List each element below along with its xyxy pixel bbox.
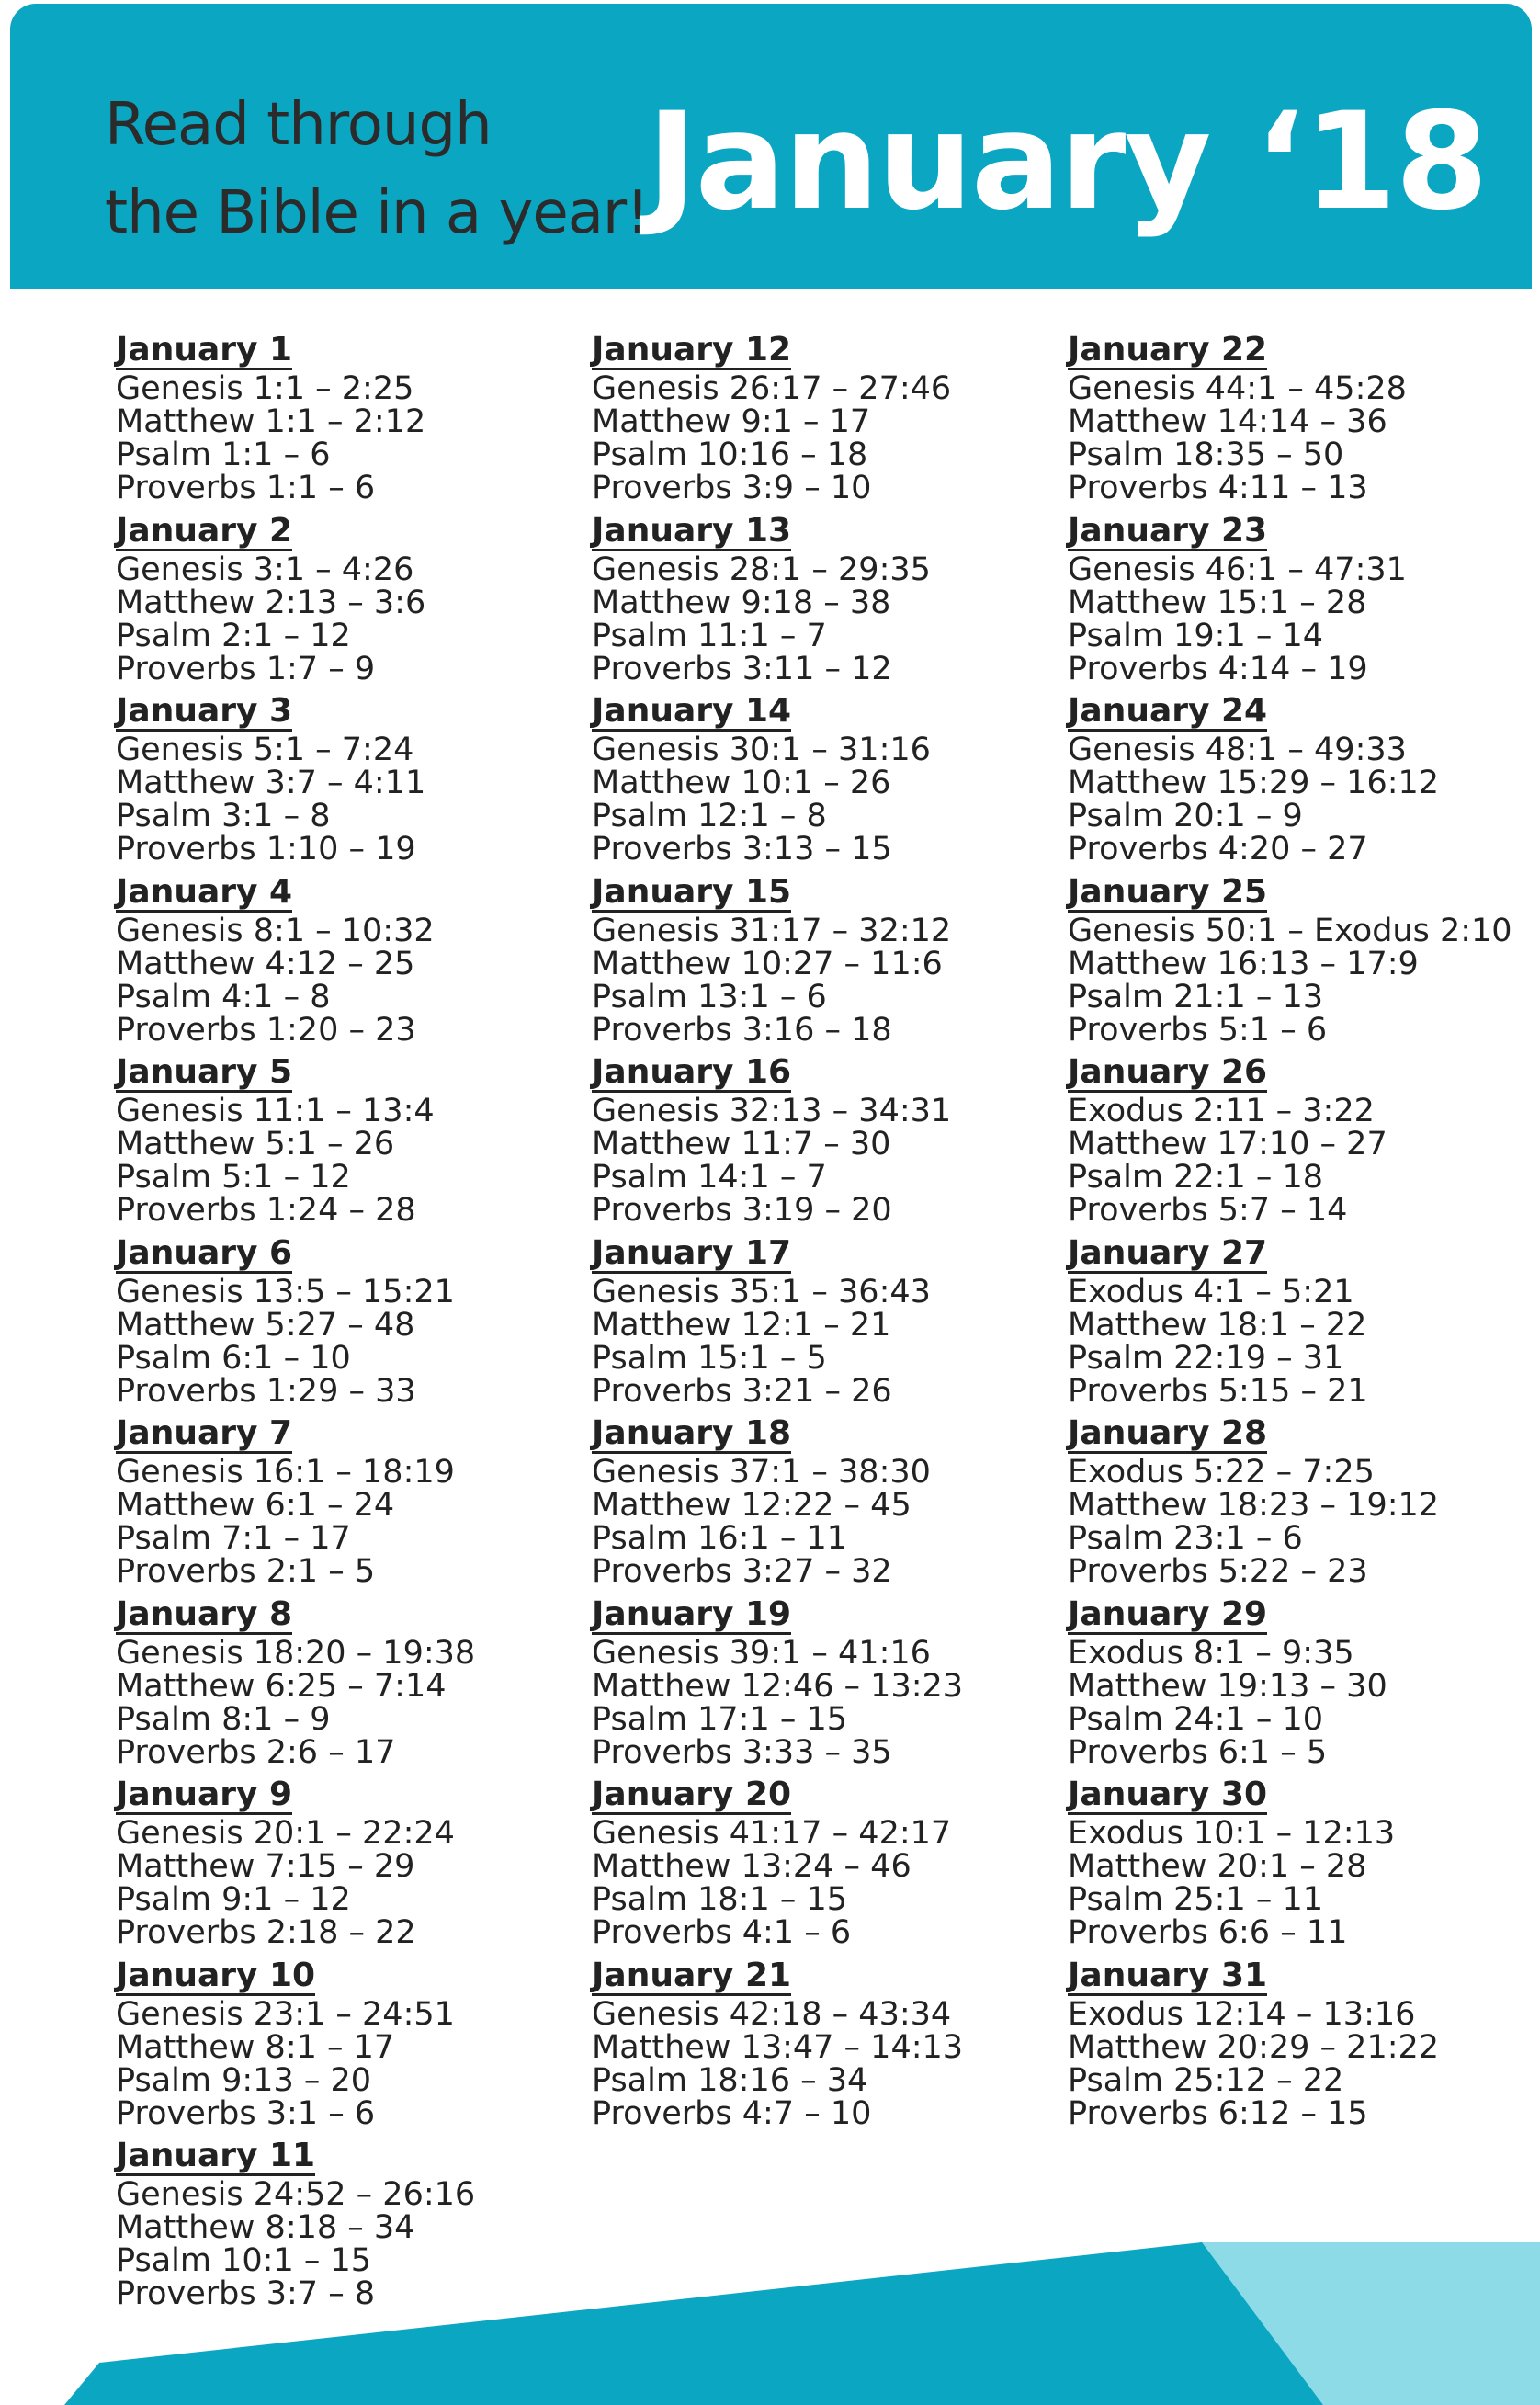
reading-psalm: Psalm 1:1 – 6 (116, 437, 331, 473)
day-title: January 27 (1068, 1233, 1268, 1272)
reading-psalm: Psalm 25:12 – 22 (1068, 2061, 1344, 2099)
footer-dark-band (64, 2242, 1323, 2405)
reading-matthew: Matthew 7:15 – 29 (116, 1848, 415, 1885)
reading-psalm: Psalm 23:1 – 6 (1068, 1520, 1303, 1557)
column-2 (592, 333, 1051, 2138)
reading-proverbs: Proverbs 6:1 – 5 (1068, 1733, 1328, 1771)
reading-matthew: Matthew 2:13 – 3:6 (116, 584, 426, 621)
day-entry (592, 1777, 1051, 1958)
day-title: January 3 (116, 692, 293, 730)
reading-matthew: Matthew 20:1 – 28 (1068, 1848, 1367, 1885)
day-entry (116, 1233, 575, 1417)
day-entry (1068, 694, 1527, 875)
day-title: January 23 (1068, 511, 1268, 550)
day-entry (592, 1055, 1051, 1236)
day-title: January 15 (592, 872, 792, 911)
day-title: January 22 (1068, 331, 1268, 369)
day-entry (592, 1594, 1051, 1778)
reading-proverbs: Proverbs 1:24 – 28 (116, 1192, 416, 1229)
reading-psalm: Psalm 18:1 – 15 (592, 1881, 848, 1918)
reading-psalm: Psalm 21:1 – 13 (1068, 978, 1324, 1015)
reading-proverbs: Proverbs 6:6 – 11 (1068, 1914, 1348, 1951)
day-entry (592, 333, 1051, 514)
day-entry (116, 1777, 575, 1958)
reading-psalm: Psalm 13:1 – 6 (592, 978, 827, 1015)
day-title: January 14 (592, 692, 792, 730)
day-title: January 17 (592, 1233, 792, 1272)
reading-proverbs: Proverbs 3:16 – 18 (592, 1011, 892, 1049)
day-entry (1068, 333, 1527, 514)
day-title: January 9 (116, 1775, 293, 1813)
day-title: January 18 (592, 1414, 792, 1452)
day-entry (592, 872, 1051, 1056)
day-entry (1068, 1594, 1527, 1778)
reading-matthew: Matthew 1:1 – 2:12 (116, 403, 426, 440)
footer-decoration (0, 2242, 1540, 2405)
reading-proverbs: Proverbs 5:1 – 6 (1068, 1011, 1328, 1049)
reading-genesis-exodus: Genesis 32:13 – 34:31 (592, 1093, 952, 1129)
reading-psalm: Psalm 2:1 – 12 (116, 617, 351, 654)
tagline-line-2: the Bible in a year! (105, 179, 649, 247)
day-title: January 28 (1068, 1414, 1268, 1452)
reading-psalm: Psalm 19:1 – 14 (1068, 617, 1324, 654)
reading-matthew: Matthew 19:13 – 30 (1068, 1667, 1387, 1705)
reading-matthew: Matthew 15:29 – 16:12 (1068, 765, 1440, 801)
reading-matthew: Matthew 11:7 – 30 (592, 1126, 891, 1163)
reading-matthew: Matthew 16:13 – 17:9 (1068, 945, 1419, 982)
reading-genesis-exodus: Genesis 42:18 – 43:34 (592, 1995, 952, 2033)
reading-psalm: Psalm 22:1 – 18 (1068, 1159, 1324, 1196)
day-title: January 24 (1068, 692, 1268, 730)
reading-matthew: Matthew 14:14 – 36 (1068, 403, 1387, 440)
reading-genesis-exodus: Genesis 5:1 – 7:24 (116, 732, 414, 768)
day-title: January 7 (116, 1414, 293, 1452)
day-title: January 25 (1068, 872, 1268, 911)
day-title: January 4 (116, 872, 293, 911)
reading-genesis-exodus: Genesis 46:1 – 47:31 (1068, 550, 1407, 588)
reading-genesis-exodus: Genesis 18:20 – 19:38 (116, 1634, 476, 1672)
reading-proverbs: Proverbs 3:33 – 35 (592, 1733, 892, 1771)
reading-genesis-exodus: Genesis 13:5 – 15:21 (116, 1273, 455, 1310)
reading-matthew: Matthew 3:7 – 4:11 (116, 765, 426, 801)
reading-matthew: Matthew 5:27 – 48 (116, 1306, 415, 1344)
reading-genesis-exodus: Genesis 41:17 – 42:17 (592, 1815, 952, 1852)
day-entry (1068, 1416, 1527, 1597)
reading-proverbs: Proverbs 4:14 – 19 (1068, 650, 1368, 687)
reading-psalm: Psalm 25:1 – 11 (1068, 1881, 1324, 1918)
day-entry (1068, 511, 1527, 695)
reading-psalm: Psalm 5:1 – 12 (116, 1159, 351, 1196)
reading-genesis-exodus: Genesis 39:1 – 41:16 (592, 1634, 931, 1672)
day-title: January 20 (592, 1775, 792, 1813)
reading-genesis-exodus: Genesis 31:17 – 32:12 (592, 912, 952, 949)
day-entry (1068, 1055, 1527, 1236)
reading-genesis-exodus: Genesis 30:1 – 31:16 (592, 732, 931, 768)
reading-proverbs: Proverbs 5:15 – 21 (1068, 1372, 1368, 1410)
reading-proverbs: Proverbs 4:1 – 6 (592, 1914, 852, 1951)
day-entry (116, 1594, 575, 1778)
reading-proverbs: Proverbs 5:7 – 14 (1068, 1192, 1348, 1229)
day-title: January 16 (592, 1053, 792, 1091)
reading-psalm: Psalm 22:19 – 31 (1068, 1339, 1344, 1377)
reading-proverbs: Proverbs 3:21 – 26 (592, 1372, 892, 1410)
reading-genesis-exodus: Genesis 24:52 – 26:16 (116, 2176, 476, 2213)
reading-matthew: Matthew 12:46 – 13:23 (592, 1667, 964, 1705)
reading-proverbs: Proverbs 4:7 – 10 (592, 2094, 872, 2132)
day-entry (1068, 1958, 1527, 2139)
column-1 (116, 333, 575, 2320)
reading-genesis-exodus: Genesis 44:1 – 45:28 (1068, 370, 1407, 407)
day-entry (592, 1416, 1051, 1597)
reading-proverbs: Proverbs 3:13 – 15 (592, 831, 892, 868)
reading-genesis-exodus: Genesis 35:1 – 36:43 (592, 1273, 931, 1310)
reading-genesis-exodus: Exodus 2:11 – 3:22 (1068, 1093, 1375, 1129)
reading-proverbs: Proverbs 1:1 – 6 (116, 470, 376, 506)
reading-matthew: Matthew 5:1 – 26 (116, 1126, 395, 1163)
reading-proverbs: Proverbs 3:11 – 12 (592, 650, 892, 687)
reading-matthew: Matthew 6:1 – 24 (116, 1487, 395, 1524)
reading-matthew: Matthew 10:27 – 11:6 (592, 945, 943, 982)
reading-proverbs: Proverbs 3:7 – 8 (116, 2275, 376, 2312)
day-entry (116, 694, 575, 875)
reading-proverbs: Proverbs 2:6 – 17 (116, 1733, 396, 1771)
day-entry (1068, 872, 1527, 1056)
day-title: January 30 (1068, 1775, 1268, 1813)
day-title: January 5 (116, 1053, 293, 1091)
month-title: January ‘18 (647, 84, 1487, 240)
day-title: January 8 (116, 1594, 293, 1633)
reading-psalm: Psalm 9:13 – 20 (116, 2061, 372, 2099)
reading-matthew: Matthew 8:1 – 17 (116, 2028, 395, 2066)
reading-genesis-exodus: Exodus 8:1 – 9:35 (1068, 1634, 1354, 1672)
reading-psalm: Psalm 10:1 – 15 (116, 2242, 372, 2279)
reading-matthew: Matthew 12:1 – 21 (592, 1306, 891, 1344)
reading-proverbs: Proverbs 3:9 – 10 (592, 470, 872, 506)
day-entry (116, 1958, 575, 2139)
reading-genesis-exodus: Genesis 48:1 – 49:33 (1068, 732, 1407, 768)
reading-proverbs: Proverbs 2:18 – 22 (116, 1914, 416, 1951)
reading-psalm: Psalm 18:16 – 34 (592, 2061, 868, 2099)
reading-genesis-exodus: Genesis 23:1 – 24:51 (116, 1995, 455, 2033)
reading-matthew: Matthew 20:29 – 21:22 (1068, 2028, 1440, 2066)
day-entry (116, 511, 575, 695)
reading-psalm: Psalm 14:1 – 7 (592, 1159, 827, 1196)
reading-genesis-exodus: Genesis 16:1 – 18:19 (116, 1454, 455, 1491)
reading-matthew: Matthew 13:47 – 14:13 (592, 2028, 964, 2066)
reading-psalm: Psalm 18:35 – 50 (1068, 437, 1344, 473)
reading-matthew: Matthew 15:1 – 28 (1068, 584, 1367, 621)
reading-proverbs: Proverbs 5:22 – 23 (1068, 1553, 1368, 1590)
reading-matthew: Matthew 4:12 – 25 (116, 945, 415, 982)
reading-genesis-exodus: Genesis 28:1 – 29:35 (592, 550, 931, 588)
day-entry (1068, 1233, 1527, 1417)
reading-proverbs: Proverbs 4:11 – 13 (1068, 470, 1368, 506)
day-title: January 2 (116, 511, 293, 550)
reading-proverbs: Proverbs 3:27 – 32 (592, 1553, 892, 1590)
day-title: January 11 (116, 2137, 316, 2174)
tagline (105, 81, 649, 257)
column-3 (1068, 333, 1527, 2138)
reading-genesis-exodus: Genesis 37:1 – 38:30 (592, 1454, 931, 1491)
reading-psalm: Psalm 20:1 – 9 (1068, 798, 1303, 834)
day-title: January 1 (116, 331, 293, 369)
reading-proverbs: Proverbs 1:29 – 33 (116, 1372, 416, 1410)
day-title: January 13 (592, 511, 792, 550)
reading-proverbs: Proverbs 1:7 – 9 (116, 650, 376, 687)
reading-genesis-exodus: Genesis 1:1 – 2:25 (116, 370, 414, 407)
day-title: January 6 (116, 1233, 293, 1272)
reading-psalm: Psalm 12:1 – 8 (592, 798, 827, 834)
reading-matthew: Matthew 18:23 – 19:12 (1068, 1487, 1440, 1524)
reading-proverbs: Proverbs 2:1 – 5 (116, 1553, 376, 1590)
reading-psalm: Psalm 9:1 – 12 (116, 1881, 351, 1918)
day-title: January 10 (116, 1956, 316, 1994)
reading-proverbs: Proverbs 1:20 – 23 (116, 1011, 416, 1049)
reading-matthew: Matthew 17:10 – 27 (1068, 1126, 1387, 1163)
day-entry (116, 1055, 575, 1236)
reading-genesis-exodus: Exodus 5:22 – 7:25 (1068, 1454, 1375, 1491)
reading-matthew: Matthew 9:1 – 17 (592, 403, 871, 440)
reading-matthew: Matthew 8:18 – 34 (116, 2209, 415, 2246)
reading-proverbs: Proverbs 6:12 – 15 (1068, 2094, 1368, 2132)
day-entry (1068, 1777, 1527, 1958)
day-entry (592, 1233, 1051, 1417)
reading-genesis-exodus: Genesis 8:1 – 10:32 (116, 912, 435, 949)
reading-psalm: Psalm 15:1 – 5 (592, 1339, 827, 1377)
reading-psalm: Psalm 10:16 – 18 (592, 437, 868, 473)
reading-psalm: Psalm 11:1 – 7 (592, 617, 827, 654)
reading-genesis-exodus: Genesis 3:1 – 4:26 (116, 550, 414, 588)
reading-genesis-exodus: Genesis 50:1 – Exodus 2:10 (1068, 912, 1512, 949)
reading-genesis-exodus: Exodus 12:14 – 13:16 (1068, 1995, 1416, 2033)
day-title: January 21 (592, 1956, 792, 1994)
day-entry (592, 694, 1051, 875)
day-title: January 31 (1068, 1956, 1268, 1994)
reading-matthew: Matthew 6:25 – 7:14 (116, 1667, 447, 1705)
day-entry (116, 872, 575, 1056)
reading-psalm: Psalm 8:1 – 9 (116, 1700, 331, 1738)
reading-genesis-exodus: Genesis 20:1 – 22:24 (116, 1815, 455, 1852)
reading-psalm: Psalm 24:1 – 10 (1068, 1700, 1324, 1738)
reading-genesis-exodus: Exodus 4:1 – 5:21 (1068, 1273, 1354, 1310)
day-title: January 19 (592, 1594, 792, 1633)
reading-proverbs: Proverbs 3:19 – 20 (592, 1192, 892, 1229)
reading-psalm: Psalm 7:1 – 17 (116, 1520, 351, 1557)
reading-genesis-exodus: Genesis 11:1 – 13:4 (116, 1093, 435, 1129)
reading-matthew: Matthew 12:22 – 45 (592, 1487, 912, 1524)
reading-genesis-exodus: Exodus 10:1 – 12:13 (1068, 1815, 1396, 1852)
reading-psalm: Psalm 16:1 – 11 (592, 1520, 848, 1557)
reading-psalm: Psalm 4:1 – 8 (116, 978, 331, 1015)
reading-proverbs: Proverbs 1:10 – 19 (116, 831, 416, 868)
reading-matthew: Matthew 10:1 – 26 (592, 765, 891, 801)
reading-proverbs: Proverbs 4:20 – 27 (1068, 831, 1368, 868)
reading-psalm: Psalm 3:1 – 8 (116, 798, 331, 834)
day-entry (592, 1958, 1051, 2139)
reading-genesis-exodus: Genesis 26:17 – 27:46 (592, 370, 952, 407)
tagline-line-1: Read through (105, 91, 492, 159)
day-title: January 12 (592, 331, 792, 369)
day-entry (116, 333, 575, 514)
reading-proverbs: Proverbs 3:1 – 6 (116, 2094, 376, 2132)
reading-psalm: Psalm 6:1 – 10 (116, 1339, 351, 1377)
reading-matthew: Matthew 18:1 – 22 (1068, 1306, 1367, 1344)
day-entry (116, 1416, 575, 1597)
day-title: January 29 (1068, 1594, 1268, 1633)
day-entry (592, 511, 1051, 695)
reading-psalm: Psalm 17:1 – 15 (592, 1700, 848, 1738)
reading-matthew: Matthew 13:24 – 46 (592, 1848, 912, 1885)
day-title: January 26 (1068, 1053, 1268, 1091)
reading-matthew: Matthew 9:18 – 38 (592, 584, 891, 621)
